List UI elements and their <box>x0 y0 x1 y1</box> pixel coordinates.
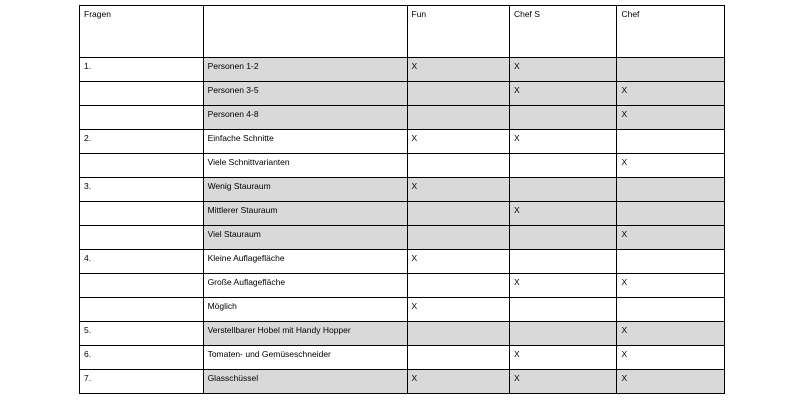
cell-fun <box>407 322 509 346</box>
table-row <box>80 106 725 130</box>
row-label: Personen 3-5 <box>203 82 407 106</box>
cell-chef-s <box>509 106 617 130</box>
header-topic <box>203 6 407 58</box>
cell-chef-s: X <box>509 202 617 226</box>
cell-chef <box>617 250 725 274</box>
cell-fun <box>407 274 509 298</box>
row-label: Große Auflagefläche <box>203 274 407 298</box>
cell-chef-s: X <box>509 370 617 394</box>
table-row <box>80 298 725 322</box>
question-number <box>80 274 204 298</box>
cell-chef: X <box>617 322 725 346</box>
question-number <box>80 82 204 106</box>
cell-chef-s <box>509 298 617 322</box>
cell-chef-s <box>509 154 617 178</box>
header-row <box>80 6 725 58</box>
question-number <box>80 106 204 130</box>
table-row <box>80 130 725 154</box>
question-number <box>80 154 204 178</box>
cell-chef <box>617 178 725 202</box>
table-row <box>80 322 725 346</box>
row-label: Viele Schnittvarianten <box>203 154 407 178</box>
header-chef-s: Chef S <box>509 6 617 58</box>
question-number: 5. <box>80 322 204 346</box>
question-number <box>80 298 204 322</box>
question-number <box>80 202 204 226</box>
cell-fun: X <box>407 130 509 154</box>
cell-chef: X <box>617 154 725 178</box>
cell-fun: X <box>407 58 509 82</box>
cell-chef-s: X <box>509 58 617 82</box>
cell-fun <box>407 154 509 178</box>
cell-fun: X <box>407 370 509 394</box>
cell-chef-s <box>509 226 617 250</box>
header-chef: Chef <box>617 6 725 58</box>
cell-chef-s: X <box>509 130 617 154</box>
row-label: Mittlerer Stauraum <box>203 202 407 226</box>
cell-chef: X <box>617 82 725 106</box>
question-number: 2. <box>80 130 204 154</box>
cell-chef <box>617 202 725 226</box>
question-number: 1. <box>80 58 204 82</box>
cell-chef: X <box>617 274 725 298</box>
cell-fun: X <box>407 298 509 322</box>
row-label: Personen 4-8 <box>203 106 407 130</box>
row-label: Möglich <box>203 298 407 322</box>
table-row <box>80 370 725 394</box>
cell-chef-s <box>509 178 617 202</box>
header-fragen: Fragen <box>80 6 204 58</box>
row-label: Wenig Stauraum <box>203 178 407 202</box>
question-number: 4. <box>80 250 204 274</box>
row-label: Glasschüssel <box>203 370 407 394</box>
table-row <box>80 58 725 82</box>
cell-chef-s <box>509 250 617 274</box>
row-label: Einfache Schnitte <box>203 130 407 154</box>
cell-fun: X <box>407 250 509 274</box>
cell-fun <box>407 82 509 106</box>
cell-chef <box>617 130 725 154</box>
question-number: 3. <box>80 178 204 202</box>
cell-chef <box>617 58 725 82</box>
table-row <box>80 226 725 250</box>
cell-chef-s: X <box>509 82 617 106</box>
cell-chef: X <box>617 370 725 394</box>
cell-fun <box>407 226 509 250</box>
table-row <box>80 202 725 226</box>
table-row <box>80 274 725 298</box>
table-row <box>80 346 725 370</box>
row-label: Verstellbarer Hobel mit Handy Hopper <box>203 322 407 346</box>
question-number: 6. <box>80 346 204 370</box>
table-row <box>80 154 725 178</box>
table-row <box>80 250 725 274</box>
question-number <box>80 226 204 250</box>
cell-chef: X <box>617 226 725 250</box>
row-label: Kleine Auflagefläche <box>203 250 407 274</box>
row-label: Viel Stauraum <box>203 226 407 250</box>
comparison-table <box>79 5 725 394</box>
cell-chef-s: X <box>509 274 617 298</box>
header-fun: Fun <box>407 6 509 58</box>
table-row <box>80 178 725 202</box>
cell-fun <box>407 106 509 130</box>
cell-chef: X <box>617 346 725 370</box>
cell-chef <box>617 298 725 322</box>
row-label: Personen 1-2 <box>203 58 407 82</box>
cell-fun: X <box>407 178 509 202</box>
cell-fun <box>407 346 509 370</box>
table-row <box>80 82 725 106</box>
question-number: 7. <box>80 370 204 394</box>
cell-chef-s <box>509 322 617 346</box>
cell-chef: X <box>617 106 725 130</box>
row-label: Tomaten- und Gemüseschneider <box>203 346 407 370</box>
cell-fun <box>407 202 509 226</box>
cell-chef-s: X <box>509 346 617 370</box>
